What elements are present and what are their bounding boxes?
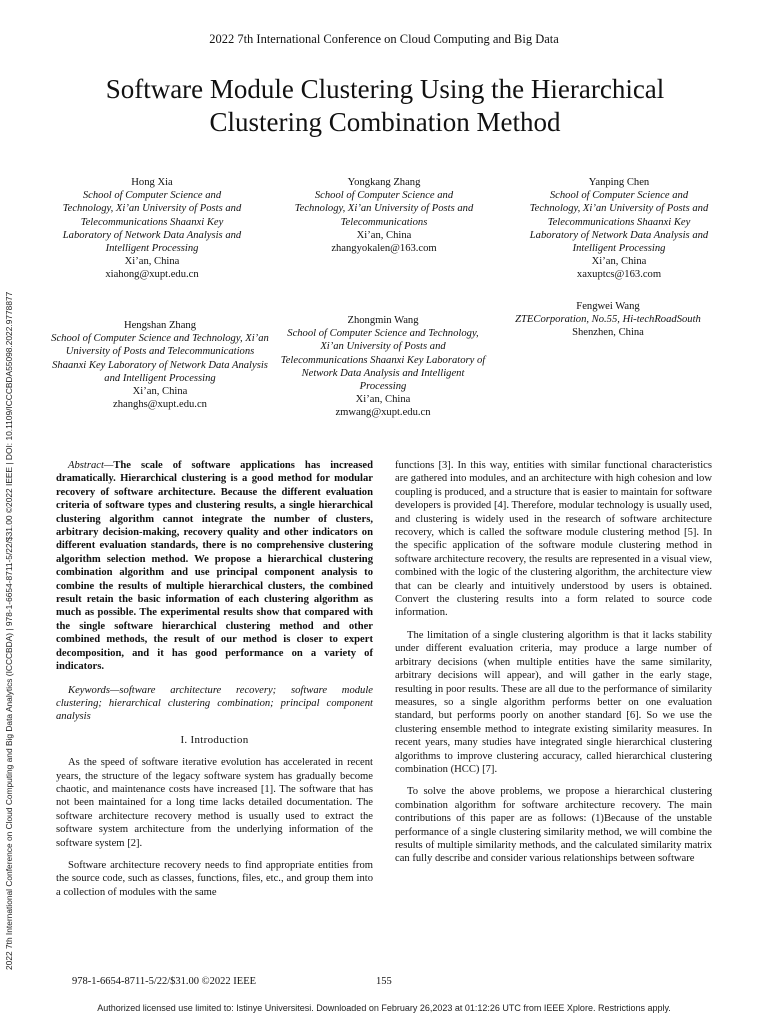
- abstract-label: Abstract—: [68, 460, 114, 471]
- copyright-footer: 978-1-6654-8711-5/22/$31.00 ©2022 IEEE: [72, 976, 257, 987]
- author-location: Xi’an, China: [591, 256, 647, 268]
- author-affiliation: School of Computer Science and Technology, Xi’an University of Posts and Telecommunications Shaanxi Key Laboratory of Network Data Analysis and Intelligent Processing: [51, 333, 269, 384]
- author-affiliation: School of Computer Science and Technology, Xi’an University of Posts and Telecommunications Shaanxi Key Laboratory of Network Data Analysis and Intelligent Processing: [62, 190, 242, 255]
- section-heading: I. Introduction: [180, 733, 249, 746]
- author-name: Hong Xia: [131, 177, 173, 188]
- author-affiliation: School of Computer Science and Technology, Xi’an University of Posts and Telecommunications Shaanxi Key Laboratory of Network Data Analysis and Intelligent Processing: [529, 190, 709, 255]
- author-email: zhangyokalen@163.com: [331, 243, 437, 255]
- keywords-text: software architecture recovery; software module clustering; hierarchical clustering combination; principal component analysis: [56, 684, 373, 723]
- author-email: zhanghs@xupt.edu.cn: [113, 399, 207, 411]
- author-name: Hengshan Zhang: [123, 320, 197, 331]
- left-column: [56, 459, 373, 908]
- author-block: [50, 319, 270, 411]
- body-paragraph: functions [3]. In this way, entities with similar functional characteristics are gathered into modules, and an architecture with high cohesion and low coupling is produced, and a structure that is easier to maintain for software developers is provided [4]. Therefore, modular technology is usually used, and clustering is widely used in the research of software architecture recovery, which is called the software module clustering method [5]. In the specific application of the software module clustering method in software architecture recovery, the results are represented in a visual view, combined with the logic of the clustering algorithm, the architecture view that can be clearly and intuitively understood by users is obtained. Convert the clustering results into a form related to source code information.: [395, 460, 712, 619]
- body-paragraph: As the speed of software iterative evolution has accelerated in recent years, the structure of the legacy software system has gradually become chaotic, and maintenance costs have increased [1]. The software that has not been maintained for a long time lacks detailed documentation. The software architecture recovery method is usually used to extract the software system architecture from the underlying information of the software system [2].: [56, 757, 373, 849]
- abstract-text: The scale of software applications has increased dramatically. Hierarchical clustering is a good method for modular recovery of software architecture. Because the different evaluation criteria of software types and clustering results, a single hierarchical clustering algorithm cannot integrate the number of clusters, arbitrary decision-making, recovery quality and other indicators on different evaluation standards, there is no comprehensive clustering algorithm selection method. We propose a hierarchical clustering combination algorithm and use principal component analysis to combine the results of multiple hierarchical clusters, the combined result retain the basic information of each clustering algorithm as much as possible. The experimental results show that compared with the single software hierarchical clustering method and other combined methods, the result of our method is closer to expert decomposition, and it has good performance on a variety of indicators.: [56, 460, 373, 673]
- author-location: Xi’an, China: [132, 386, 188, 398]
- right-column: [395, 459, 712, 875]
- author-block: [526, 176, 712, 282]
- body-paragraph: Software architecture recovery needs to find appropriate entities from the source code, such as classes, functions, files, etc., and group them into a collection of modules with the same: [56, 859, 373, 898]
- author-block: [506, 300, 710, 340]
- author-affiliation: School of Computer Science and Technology, Xi’an University of Posts and Telecommunications: [294, 190, 474, 228]
- body-paragraph: To solve the above problems, we propose a hierarchical clustering combination algorithm for software architecture recovery. The main contributions of this paper are as follows: (1)Because of the unstable performance of a single clustering similarity method, we will combine the results of multiple similarity methods, and the calculated similarity matrix can fully describe and consider various relationships between software: [395, 786, 712, 865]
- author-location: Xi’an, China: [124, 256, 180, 268]
- author-name: Yongkang Zhang: [347, 177, 421, 188]
- author-name: Zhongmin Wang: [347, 315, 419, 326]
- author-block: [62, 176, 242, 282]
- keywords: [56, 684, 373, 724]
- author-name: Yanping Chen: [588, 177, 650, 188]
- body-paragraph: The limitation of a single clustering algorithm is that it lacks stability under different evaluation criteria, may produce a large number of arbitrary decisions (when multiple entities have the same similarity, arbitrary decisions will appear), and will gather in the early stage, resulting in poor results. These are all due to the performance of similarity measures, so a single algorithm performs better on one evaluation standard, but performs poorly on another standard [6]. So we use the clustering ensemble method to integrate existing similarity measures. In recent years, many studies have integrated single hierarchical clustering algorithms to improve clustering accuracy, called hierarchical clustering combination (HCC) [7].: [395, 629, 712, 775]
- author-affiliation: ZTECorporation, No.55, Hi-techRoadSouth: [515, 314, 701, 326]
- author-location: Xi’an, China: [356, 229, 412, 241]
- author-affiliation: School of Computer Science and Technology, Xi’an University of Posts and Telecommunications Shaanxi Key Laboratory of Network Data Analysis and Intelligent Processing: [280, 328, 486, 393]
- doi-sidebar: 2022 7th International Conference on Cloud Computing and Big Data Analytics (ICCCBDA) | 978-1-6654-8711-5/22/$31.00 ©2022 IEEE | DOI: 10.1109/ICCCBDA55098.2022.9778877: [4, 291, 14, 970]
- author-block: [278, 314, 488, 420]
- author-email: zmwang@xupt.edu.cn: [335, 407, 431, 419]
- author-email: xiahong@xupt.edu.cn: [105, 269, 199, 281]
- conference-header: 2022 7th International Conference on Cloud Computing and Big Data: [209, 32, 559, 46]
- author-location: Xi’an, China: [355, 394, 411, 406]
- page-number: 155: [376, 976, 392, 987]
- author-location: Shenzhen, China: [572, 327, 644, 339]
- author-email: xaxuptcs@163.com: [576, 269, 662, 281]
- keywords-label: Keywords—: [68, 684, 120, 696]
- paper-title: Software Module Clustering Using the Hierarchical Clustering Combination Method: [105, 74, 665, 137]
- abstract: [56, 459, 373, 674]
- authorized-use-notice: Authorized licensed use limited to: Istinye Universitesi. Downloaded on February 26,2023 at 01:12:26 UTC from IEEE Xplore. Restrictions apply.: [97, 1003, 671, 1013]
- author-block: [294, 176, 474, 255]
- author-name: Fengwei Wang: [576, 301, 640, 312]
